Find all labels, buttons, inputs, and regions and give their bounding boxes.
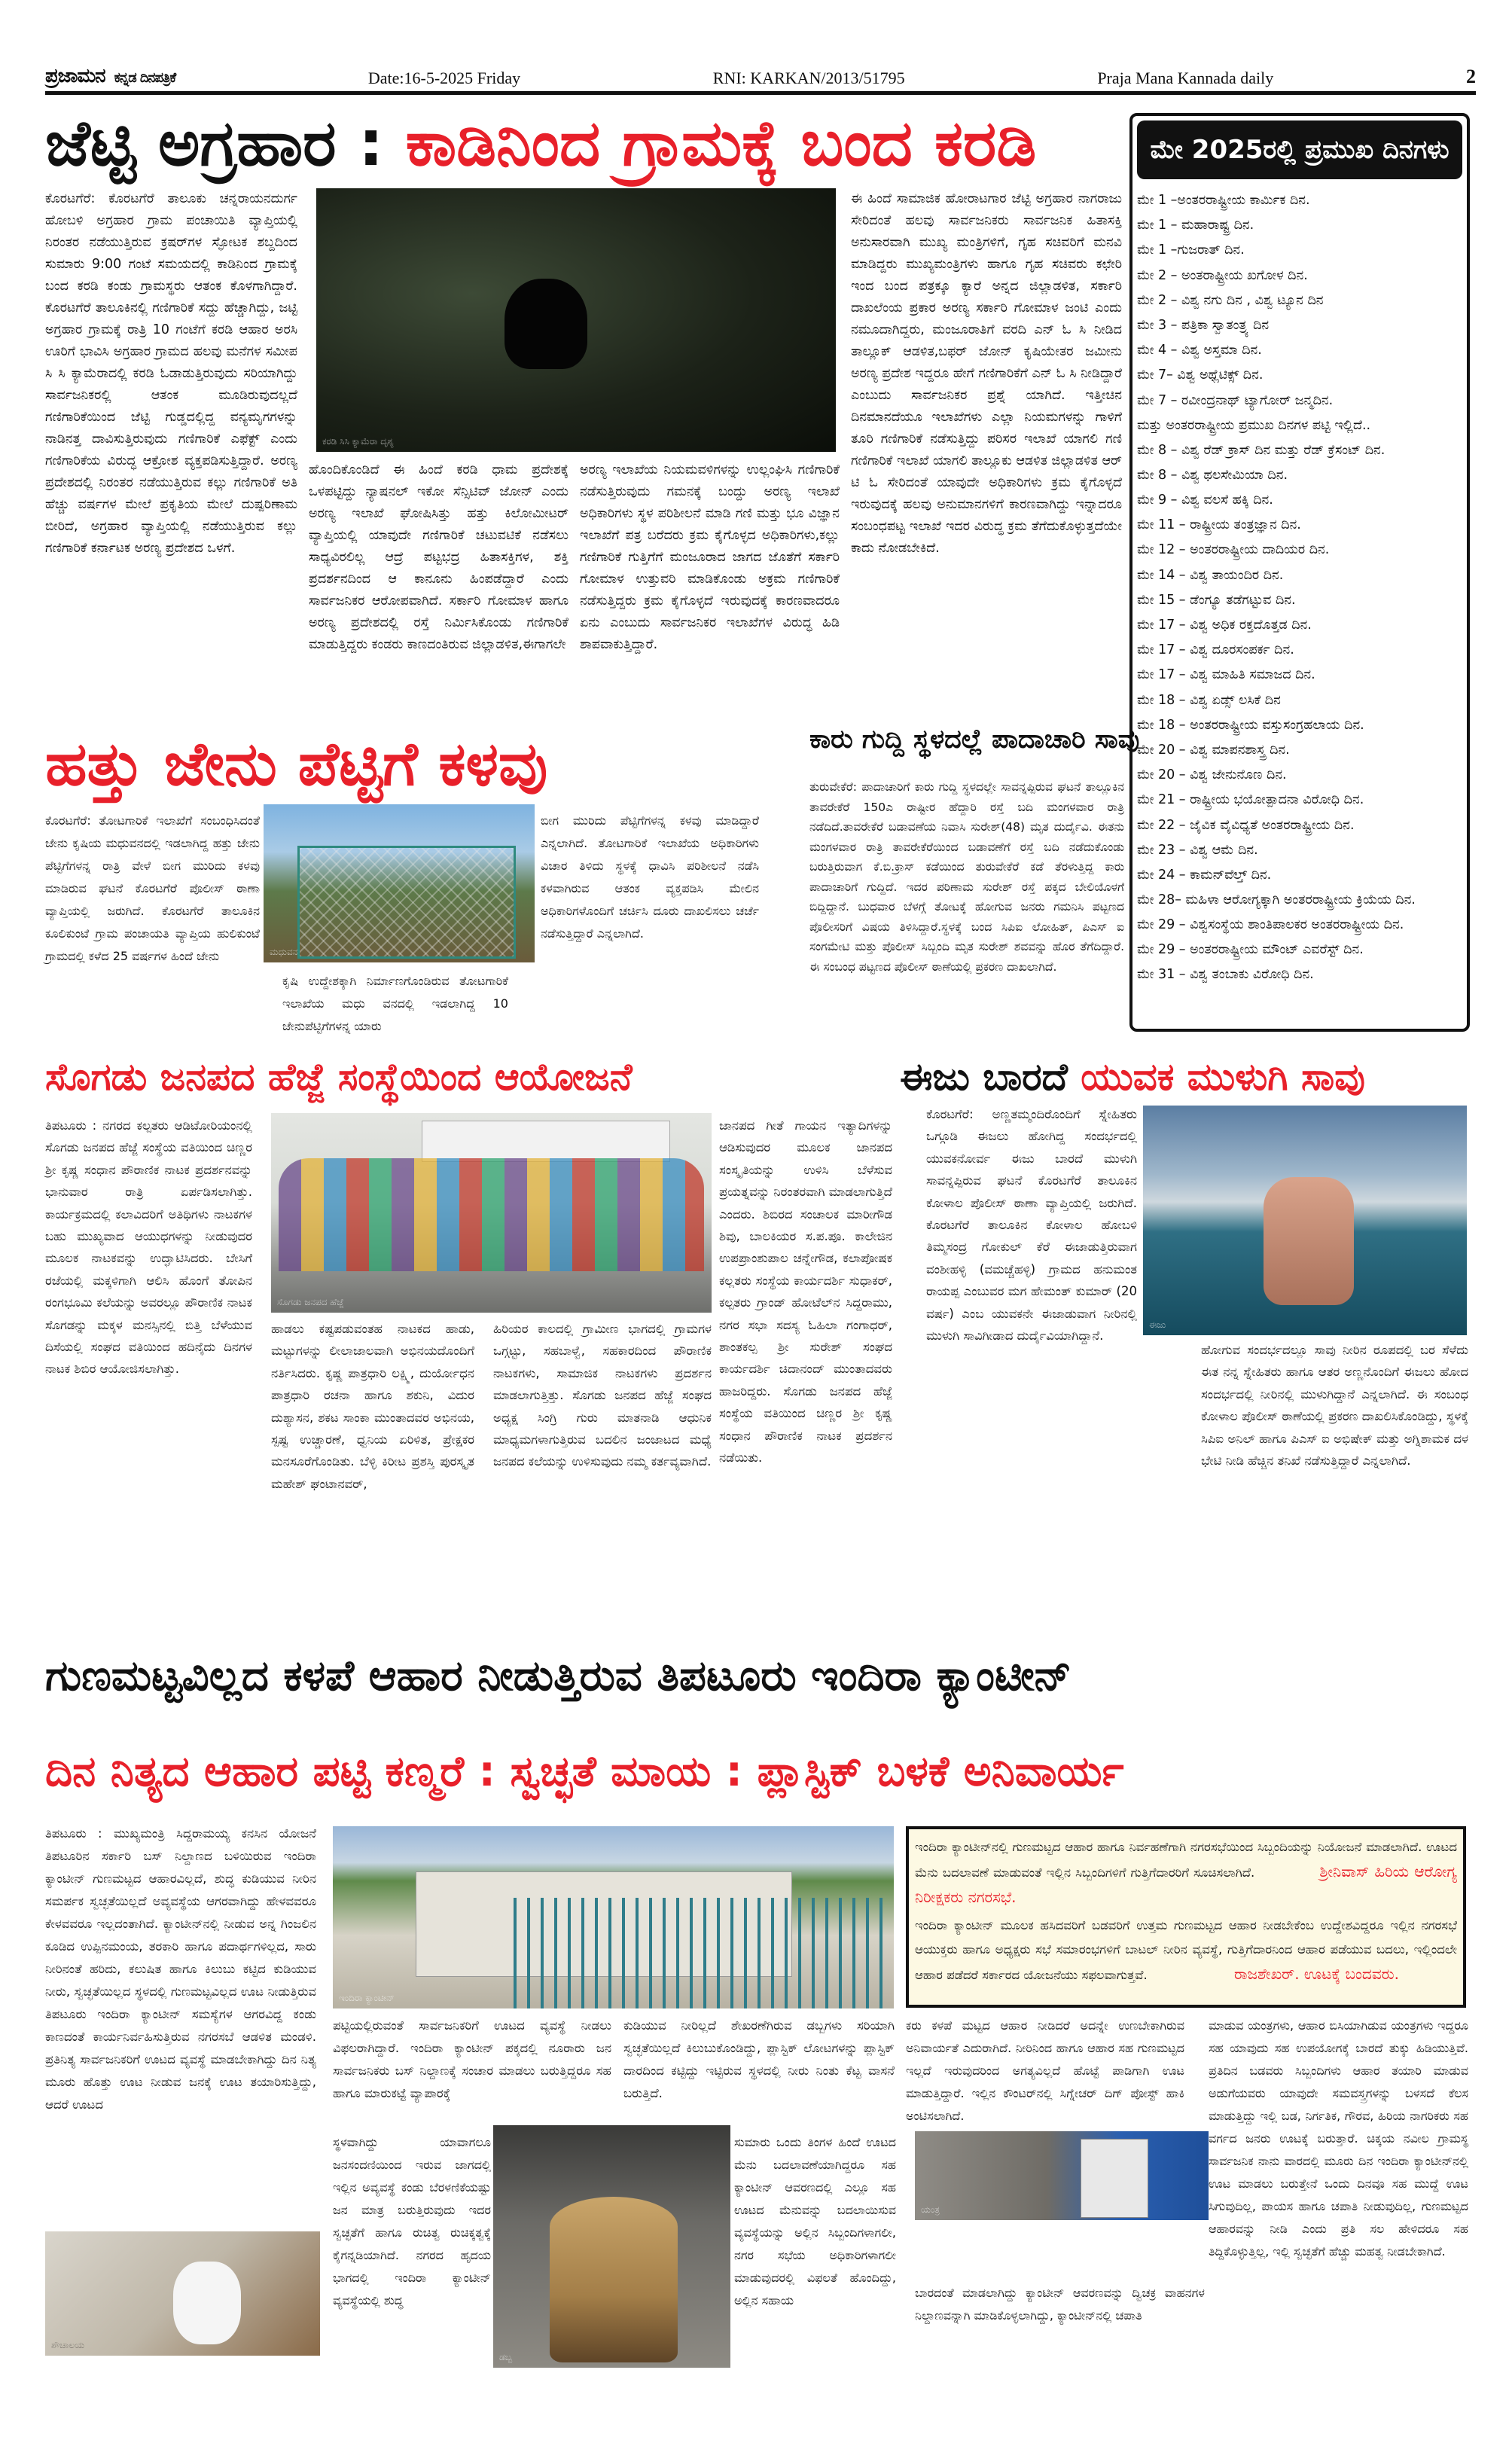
quote-official-text: ಇಂದಿರಾ ಕ್ಯಾಂಟೀನ್‌ನಲ್ಲಿ ಗುಣಮಟ್ಟದ ಆಹಾರ ಹಾಗೂ ನಿರ್ವಹಣೆಗಾಗಿ ನಗರಸಭೆಯಿಂದ ಸಿಬ್ಬಂದಿಯನ್ನು ನಿಯೋಜನೆ ಮಾಡಲಾಗಿದೆ. ಊಟದ ಮೆನು ಬದಲಾವಣೆ ಮಾಡುವಂತೆ ಇಲ್ಲಿನ ಸಿಬ್ಬಂದಿಗಳಿಗೆ ಗುತ್ತಿಗೆದಾರರಿಗೆ ಸೂಚಿಸಲಾಗಿದೆ. [915, 1840, 1457, 1880]
beehive-enclosure [297, 846, 516, 959]
hand-in-water [1264, 1177, 1354, 1305]
machine [1081, 2139, 1148, 2218]
important-day-item: ಮೇ 24 – ಕಾಮನ್‌ವೆಲ್ತ್ ದಿನ. [1137, 868, 1272, 883]
performers [279, 1158, 704, 1271]
important-day-item: ಮೇ 1 –ಅಂತರರಾಷ್ಟ್ರೀಯ ಕಾರ್ಮಿಕ ದಿನ. [1137, 193, 1310, 208]
article-folk-col4: ಜಾನಪದ ಗೀತೆ ಗಾಯನ ಇತ್ಯಾದಿಗಳನ್ನು ಆಡಿಸುವುದರ ಮೂಲಕ ಜಾನಪದ ಸಂಸ್ಕೃತಿಯನ್ನು ಉಳಿಸಿ ಬೆಳೆಸುವ ಪ್ರಯತ್ನವನ್ನು ನಿರಂತರವಾಗಿ ಮಾಡಲಾಗುತ್ತಿದೆ ಎಂದರು. ಶಿಬಿರದ ಸಂಚಾಲಕ ಮಾರೀಗೌಡ ಶಿವು, ಬಾಲಕಿಯರ ಸ.ಪ.ಪೂ. ಕಾಲೇಜಿನ ಉಪಪ್ರಾಂಶುಪಾಲ ಚನ್ನೇಗೌಡ, ಕಲಾಪೋಷಕ ಕಲ್ಲತರು ಸಂಸ್ಥೆಯ ಕಾರ್ಯದರ್ಶಿ ಸುಧಾಕರ್, ಕಲ್ಪತರು ಗ್ರಾಂಡ್ ಹೋಟೆಲ್‌ನ ಸಿದ್ದರಾಮು, ನಗರ ಸಭಾ ಸದಸ್ಯ ಓಹಿಲಾ ಗಂಗಾಧರ್, ಶಾಂತಕಲ್ಪ ಶ್ರೀ ಸುರೇಶ್ ಸಂಘದ ಕಾರ್ಯದರ್ಶಿ ಚಿದಾನಂದ್ ಮುಂತಾದವರು ಹಾಜರಿದ್ದರು. ಸೊಗಡು ಜನಪದ ಹೆಜ್ಜೆ ಸಂಸ್ಥೆಯ ವತಿಯಿಂದ ಚಿಣ್ಣರ ಶ್ರೀ ಕೃಷ್ಣ ಸಂಧಾನ ಪೌರಾಣಿಕ ನಾಟಕ ಪ್ರದರ್ಶನ ನಡೆಯಿತು. [719, 1118, 892, 1466]
quote-visitor-attribution: ರಾಜಶೇಖರ್. ಊಟಕ್ಕೆ ಬಂದವರು. [1233, 1965, 1399, 1983]
article-folk-col1: ತಿಪಟೂರು : ನಗರದ ಕಲ್ಪತರು ಆಡಿಟೋರಿಯಂನಲ್ಲಿ ಸೊಗಡು ಜನಪದ ಹೆಜ್ಜೆ ಸಂಸ್ಥೆಯ ವತಿಯಿಂದ ಚಿಣ್ಣರ ಶ್ರೀ ಕೃಷ್ಣ ಸಂಧಾನ ಪೌರಾಣಿಕ ನಾಟಕ ಪ್ರದರ್ಶನವನ್ನು ಭಾನುವಾರ ರಾತ್ರಿ ಏರ್ಪಡಿಸಲಾಗಿತ್ತು. ಕಾರ್ಯಕ್ರಮದಲ್ಲಿ ಕಲಾವಿದರಿಗೆ ಅತಿಥಿಗಳು ನಾಟಕಗಳ ಬಹು ಮುಖ್ಯವಾದ ಆಯುಧಗಳನ್ನು ನೀಡುವುದರ ಮೂಲಕ ನಾಟಕವನ್ನು ಉದ್ಘಾಟಿಸಿದರು. ಬೇಸಿಗೆ ರಜೆಯಲ್ಲಿ ಮಕ್ಕಳಿಗಾಗಿ ಆಲಿಸಿ ಹೊಂಗೆ ತೋಪಿನ ರಂಗಭೂಮಿ ಕಲೆಯನ್ನು ಅವರಲ್ಲೂ ಪೌರಾಣಿಕ ನಾಟಕ ಸೊಗಡನ್ನು ಮಕ್ಕಳ ಮನಸ್ಸಿನಲ್ಲಿ ಬಿತ್ತಿ ಬೆಳೆಯುವ ದಿಸೆಯಲ್ಲಿ ಸಂಘದ ವತಿಯಿಂದ ಹದಿನೈದು ದಿನಗಳ ನಾಟಕ ಶಿಬಿರ ಆಯೋಜಿಸಲಾಗಿತ್ತು. [45, 1118, 252, 1377]
headline-pedestrian: ಕಾರು ಗುದ್ದಿ ಸ್ಥಳದಲ್ಲೆ ಪಾದಾಚಾರಿ ಸಾವು [809, 724, 1140, 755]
article-folk-col2: ಹಾಡಲು ಕಷ್ಟಪಡುವಂತಹ ನಾಟಕದ ಹಾಡು, ಮಟ್ಟುಗಳನ್ನು ಲೀಲಾಜಾಲವಾಗಿ ಅಭಿನಯದೊಂದಿಗೆ ನರ್ತಿಸಿದರು. ಕೃಷ್ಣ ಪಾತ್ರಧಾರಿ ಲಕ್ಷ್ಮಿ, ದುರ್ಯೋಧನ ಪಾತ್ರಧಾರಿ ರಚನಾ ಹಾಗೂ ಶಕುನಿ, ವಿದುರ ದುಶ್ಯಾಸನ, ಶಕಟ ಸಾಂಕಾ ಮುಂತಾದವರ ಅಭಿನಯ, ಸ್ಪಷ್ಟ ಉಚ್ಚಾರಣೆ, ಧ್ವನಿಯ ಏರಿಳಿತ, ಪ್ರೇಕ್ಷಕರ ಮನಸೂರೆಗೊಂಡಿತು. ಬೆಳ್ಳಿ ಕಿರೀಟ ಪ್ರಶಸ್ತಿ ಪುರಸ್ಕೃತ ಮಹೇಶ್ ಘಂಟಾನವರ್, [271, 1322, 474, 1491]
article-canteen-col3: ಕರು ಕಳಪೆ ಮಟ್ಟದ ಆಹಾರ ನೀಡಿದರೆ ಅದನ್ನೇ ಉಣಬೇಕಾಗಿರುವ ಅನಿವಾರ್ಯತೆ ಎದುರಾಗಿದೆ. ನೀರಿನಿಂದ ಹಾಗೂ ಆಹಾರ ಸಹ ಗುಣಮಟ್ಟದ ಇಲ್ಲದೆ ಇರುವುದರಿಂದ ಅಗತ್ಯವಿಲ್ಲದೆ ಹೊಟ್ಟೆ ಪಾಡಿಗಾಗಿ ಊಟ ಮಾಡುತ್ತಿದ್ದಾರೆ. ಇಲ್ಲಿನ ಕೌಂಟರ್‌ನಲ್ಲಿ ಸಿಗ್ನೇಚರ್ ದಿಗ್ ಪೋಸ್ಟ್ ಹಾಕಿ ಅಂಟಿಸಲಾಗಿದೆ. [906, 2018, 1184, 2123]
important-day-item: ಮತ್ತು ಅಂತರರಾಷ್ಟ್ರೀಯ ಪ್ರಮುಖ ದಿನಗಳ ಪಟ್ಟಿ ಇಲ್ಲಿದೆ.. [1137, 417, 1371, 433]
article-canteen-col2c: ಸ್ಥಳವಾಗಿದ್ದು ಯಾವಾಗಲೂ ಜನಸಂದಣಿಯಿಂದ ಇರುವ ಜಾಗದಲ್ಲಿ ಇಲ್ಲಿನ ಅವ್ಯವಸ್ಥೆ ಕಂಡು ಬೆರಳಣಿಕೆಯಷ್ಟು ಜನ ಮಾತ್ರ ಬರುತ್ತಿರುವುದು ಇದರ ಸ್ವಚ್ಛತೆಗೆ ಹಾಗೂ ರುಚಿತ್ವ ರುಚಿಕ್ಕತ್ವಕ್ಕೆ ಕೈಗನ್ನಡಿಯಾಗಿದೆ. ನಗರದ ಹೃದಯ ಭಾಗದಲ್ಲಿ ಇಂದಿರಾ ಕ್ಯಾಂಟೀನ್ ವ್ಯವಸ್ಥೆಯಲ್ಲಿ ಶುದ್ಧ [333, 2135, 491, 2307]
article-canteen-col1: ತಿಪಟೂರು : ಮುಖ್ಯಮಂತ್ರಿ ಸಿದ್ದರಾಮಯ್ಯ ಕನಸಿನ ಯೋಜನೆ ತಿಪಟೂರಿನ ಸರ್ಕಾರಿ ಬಸ್ ನಿಲ್ದಾಣದ ಬಳಿಯಿರುವ ಇಂದಿರಾ ಕ್ಯಾಂಟೀನ್ ಗುಣಮಟ್ಟದ ಆಹಾರವಿಲ್ಲದೆ, ಶುದ್ಧ ಕುಡಿಯುವ ನೀರಿನ ಸಮರ್ಪಕ ಸ್ವಚ್ಛತೆಯಿಲ್ಲದೆ ಅವ್ಯವಸ್ಥೆಯ ಆಗರವಾಗಿದ್ದು ಹೇಳವವರೂ ಕೇಳವವರೂ ಇಲ್ಲದಂತಾಗಿದೆ. ಕ್ಯಾಂಟೀನ್‌ನಲ್ಲಿ ನೀಡುವ ಅನ್ನ ಗಿಂಜಲಿನ ಕೂಡಿದ ಉಪ್ಪಿನಮಂಯ, ತರಕಾರಿ ಹಾಗೂ ಪದಾರ್ಥಗಳಿಲ್ಲದ, ಸಾರು ನೀರಿನಂತೆ ಹರಿದು, ಕಲುಷಿತ ಹಾಗೂ ಕಿಲುಬು ಕಟ್ಟಿದ ಕುಡಿಯುವ ನೀರು, ಸ್ವಚ್ಛತೆಯಿಲ್ಲದ ಸ್ಥಳದಲ್ಲಿ ಗುಣಮಟ್ಟವಿಲ್ಲದ ಊಟ ನೀಡುತ್ತಿರುವ ತಿಪಟೂರು ಇಂದಿರಾ ಕ್ಯಾಂಟೀನ್ ಸಮಸ್ಯೆಗಳ ಆಗರವಿದ್ದ ಕಂಡು ಕಾಣದಂತೆ ಕಾರ್ಯನಿರ್ವಹಿಸುತ್ತಿರುವ ನಗರಸಬೆ ಆಡಳಿತ ಮಂಡಳಿ. ಪ್ರತಿನಿತ್ಯ ಸಾರ್ವಜನಿಕರಿಗೆ ಊಟದ ವ್ಯವಸ್ಥೆ ಮಾಡಬೇಕಾಗಿದ್ದು ದಿನ ನಿತ್ಯ ಮೂರು ಹೊತ್ತು ಊಟ ನೀಡುವ ಜನಕ್ಕೆ ಊಟ ತಯಾರಿಸುತ್ತಿದ್ದು, ಆದರೆ ಊಟದ [45, 1826, 316, 2112]
quote-visitor-text: ಇಂದಿರಾ ಕ್ಯಾಂಟೀನ್ ಮೂಲಕ ಹಸಿದವರಿಗೆ ಬಡವರಿಗೆ ಉತ್ತಮ ಗುಣಮಟ್ಟದ ಆಹಾರ ನೀಡಬೇಕೆಂಬ ಉದ್ದೇಶವಿದ್ದರೂ ಇಲ್ಲಿನ ನಗರಸಭೆ ಆಯುಕ್ತರು ಹಾಗೂ ಅಧ್ಯಕ್ಷರು ಸಭೆ ಸಮಾರಂಭಗಳಿಗೆ ಬಾಟಲ್ ನೀರಿನ ವ್ಯವಸ್ಥೆ, ಗುತ್ತಿಗೆದಾರನಿಂದ ಆಹಾರ ಪಡೆಯುವ ಬದಲು, ಇಲ್ಲಿಂದಲೇ ಆಹಾರ ಪಡೆದರೆ ಸರ್ಕಾರದ ಯೋಜನೆಯು ಸಫಲವಾಗುತ್ತವೆ. [915, 1918, 1457, 1982]
important-day-item: ಮೇ 11 – ರಾಷ್ಟ್ರೀಯ ತಂತ್ರಜ್ಞಾನ ದಿನ. [1137, 517, 1301, 533]
headline-bear [45, 106, 1037, 180]
important-day-item: ಮೇ 28– ಮಹಿಳಾ ಆರೋಗ್ಯಕ್ಕಾಗಿ ಅಂತರರಾಷ್ಟ್ರೀಯ ಕ್ರಿಯೆಯ ದಿನ. [1137, 892, 1416, 908]
important-day-item: ಮೇ 8 – ವಿಶ್ವ ಥಲಸೇಮಿಯಾ ದಿನ. [1137, 467, 1288, 483]
headline-canteen-main: ಗುಣಮಟ್ಟವಿಲ್ಲದ ಕಳಪೆ ಆಹಾರ ನೀಡುತ್ತಿರುವ ತಿಪಟೂರು ಇಂದಿರಾ ಕ್ಯಾಂಟೀನ್ [45, 1652, 1072, 1700]
headline-canteen-sub: ದಿನ ನಿತ್ಯದ ಆಹಾರ ಪಟ್ಟಿ ಕಣ್ಮರೆ : ಸ್ವಚ್ಛತೆ ಮಾಯ : ಪ್ಲಾಸ್ಟಿಕ್ ಬಳಕೆ ಅನಿವಾರ್ಯ [45, 1747, 1124, 1796]
photo-canteen-bucket-label: ಡಬ್ಬ [499, 2352, 513, 2362]
important-day-item: ಮೇ 18 – ವಿಶ್ವ ಏಡ್ಸ್ ಲಸಿಕೆ ದಿನ [1137, 692, 1281, 708]
important-day-item: ಮೇ 15 – ಡೆಂಗ್ಯೂ ತಡೆಗಟ್ಟುವ ದಿನ. [1137, 592, 1296, 608]
important-day-item: ಮೇ 2 – ವಿಶ್ವ ನಗು ದಿನ , ವಿಶ್ವ ಟ್ಯೂನ ದಿನ [1137, 292, 1324, 308]
important-day-item: ಮೇ 20 – ವಿಶ್ವ ಜೇನುನೊಣ ದಿನ. [1137, 767, 1287, 783]
important-day-item: ಮೇ 21 – ರಾಷ್ಟ್ರೀಯ ಭಯೋತ್ಪಾದನಾ ವಿರೋಧಿ ದಿನ. [1137, 792, 1364, 808]
article-canteen-col2a: ಪಟ್ಟಿಯಲ್ಲಿರುವಂತೆ ಸಾರ್ವಜನಿಕರಿಗೆ ಊಟದ ವ್ಯವಸ್ಥೆ ನೀಡಲು ವಿಫಲರಾಗಿದ್ದಾರೆ. ಇಂದಿರಾ ಕ್ಯಾಂಟೀನ್ ಪಕ್ಕದಲ್ಲಿ ನೂರಾರು ಜನ ಸಾರ್ವಜನಿಕರು ಬಸ್ ನಿಲ್ದಾಣಕ್ಕೆ ಸಂಚಾರ ಮಾಡಲು ಬರುತ್ತಿದ್ದರೂ ಸಹ ಹಾಗೂ ಮಾರುಕಟ್ಟೆ ವ್ಯಾಪಾರಕ್ಕೆ [333, 2018, 611, 2100]
article-canteen-col2b: ಕುಡಿಯುವ ನೀರಿಲ್ಲದೆ ಶೇಖರಣೆಗಿರುವ ಡಬ್ಬಗಳು ಸರಿಯಾಗಿ ಸ್ವಚ್ಛತೆಯಿಲ್ಲದೆ ಕಿಲುಬುಕೊಂಡಿದ್ದು, ಪ್ಲಾಸ್ಟಿಕ್ ಲೋಟಗಳನ್ನು ಪ್ಲಾಸ್ಟಿಕ್ ದಾರದಿಂದ ಕಟ್ಟಿದ್ದು ಇಟ್ಟಿರುವ ಸ್ಥಳದಲ್ಲಿ ನೀರು ನಿಂತು ಕೆಟ್ಟ ವಾಸನೆ ಬರುತ್ತಿದೆ. [623, 2018, 895, 2100]
article-canteen-col3b: ಬಾರದಂತೆ ಮಾಡಲಾಗಿದ್ದು ಕ್ಯಾಂಟೀನ್ ಆವರಣವನ್ನು ದ್ವಿಚಕ್ರ ವಾಹನಗಳ ನಿಲ್ದಾಣವನ್ನಾಗಿ ಮಾಡಿಕೊಳ್ಳಲಾಗಿದ್ದು, ಕ್ಯಾಂಟೀನ್‌ನಲ್ಲಿ ಚಪಾತಿ [915, 2286, 1205, 2323]
photo-canteen-machine [915, 2131, 1209, 2220]
article-bear-col2: ಹೊಂದಿಕೊಂಡಿದೆ ಈ ಹಿಂದೆ ಕರಡಿ ಧಾಮ ಪ್ರದೇಶಕ್ಕೆ ಒಳಪಟ್ಟಿದ್ದು ನ್ಯಾಷನಲ್ ಇಕೋ ಸೆನ್ಸಿಟಿವ್ ಜೋನ್ ಎಂದು ಅರಣ್ಯ ಇಲಾಖೆ ಘೋಷಿಸಿತ್ತು ಹತ್ತು ಕಿಲೋಮೀಟರ್ ವ್ಯಾಪ್ತಿಯಲ್ಲಿ ಯಾವುದೇ ಗಣಿಗಾರಿಕೆ ಚಟುವಟಿಕೆ ನಡೆಸಲು ಸಾಧ್ಯವಿರಲಿಲ್ಲ ಆದ್ರೆ ಪಟ್ಟಭದ್ರ ಹಿತಾಸಕ್ತಿಗಳ, ಶಕ್ತಿ ಪ್ರದರ್ಶನದಿಂದ ಆ ಕಾನೂನು ಹಿಂಪಡೆದ್ದಾರೆ ಎಂದು ಸಾರ್ವಜನಿಕರ ಆರೋಪವಾಗಿದೆ. ಸರ್ಕಾರಿ ಗೋಮಾಳ ಹಾಗೂ ಅರಣ್ಯ ಪ್ರದೇಶದಲ್ಲಿ ರಸ್ತೆ ನಿರ್ಮಿಸಿಕೊಂಡು ಗಣಿಗಾರಿಕೆ ಮಾಡುತ್ತಿದ್ದರು ಕಂಡರು ಕಾಣದಂತಿರುವ ಜಿಲ್ಲಾಡಳಿತ,ಈಗಾಗಲೇ [309, 462, 569, 652]
important-day-item: ಮೇ 22 – ಜೈವಿಕ ವೈವಿಧ್ಯತೆ ಅಂತರರಾಷ್ಟ್ರೀಯ ದಿನ. [1137, 817, 1355, 833]
rni-number: RNI: KARKAN/2013/51795 [712, 69, 905, 87]
photo-beehive-label: ಮಧುವನ [270, 947, 298, 957]
important-day-item: ಮೇ 4 – ವಿಶ್ವ ಅಸ್ತಮಾ ದಿನ. [1137, 343, 1262, 358]
quote-box [906, 1826, 1466, 2008]
article-bees-col3: ಬೀಗ ಮುರಿದು ಪೆಟ್ಟಿಗೆಗಳನ್ನ ಕಳವು ಮಾಡಿದ್ದಾರೆ ಎನ್ನಲಾಗಿದೆ. ತೋಟಗಾರಿಕೆ ಇಲಾಖೆಯ ಅಧಿಕಾರಿಗಳು ವಿಚಾರ ತಿಳಿದು ಸ್ಥಳಕ್ಕೆ ಧಾವಿಸಿ ಪರಿಶೀಲನೆ ನಡೆಸಿ ಕಳವಾಗಿರುವ ಆತಂಕ ವ್ಯಕ್ತಪಡಿಸಿ ಮೇಲಿನ ಅಧಿಕಾರಿಗಳೊಂದಿಗೆ ಚರ್ಚಿಸಿ ದೂರು ದಾಖಲಿಸಲು ಚರ್ಚೆ ನಡೆಸುತ್ತಿದ್ದಾರೆ ಎನ್ನಲಾಗಿದೆ. [541, 813, 759, 941]
article-bees-col1: ಕೊರಟಗೆರೆ: ತೋಟಗಾರಿಕೆ ಇಲಾಖೆಗೆ ಸಂಬಂಧಿಸಿದಂತೆ ಜೇನು ಕೃಷಿಯ ಮಧುವನದಲ್ಲಿ ಇಡಲಾಗಿದ್ದ ಹತ್ತು ಜೇನು ಪೆಟ್ಟಿಗೆಗಳನ್ನ ರಾತ್ರಿ ವೇಳೆ ಬೀಗ ಮುರಿದು ಕಳವು ಮಾಡಿರುವ ಘಟನೆ ಕೊರಟಗೆರೆ ಪೊಲೀಸ್ ಠಾಣಾ ವ್ಯಾಪ್ತಿಯಲ್ಲಿ ಜರುಗಿದೆ. ಕೊರಟಗೆರೆ ತಾಲೂಕಿನ ಕೂಲಿಕುಂಟೆ ಗ್ರಾಮ ಪಂಚಾಯತಿ ವ್ಯಾಪ್ತಿಯ ಹುಲಿಕುಂಟೆ ಗ್ರಾಮದಲ್ಲಿ ಕಳೆದ 25 ವರ್ಷಗಳ ಹಿಂದೆ ಜೇನು [45, 813, 260, 963]
important-day-item: ಮೇ 29 – ವಿಶ್ವಸಂಸ್ಥೆಯ ಶಾಂತಿಪಾಲಕರ ಅಂತರರಾಷ್ಟ್ರೀಯ ದಿನ. [1137, 917, 1404, 933]
important-day-item: ಮೇ 9 – ವಿಶ್ವ ವಲಸೆ ಹಕ್ಕಿ ದಿನ. [1137, 493, 1273, 508]
photo-bear-label: ಕರಡಿ ಸಿಸಿ ಕ್ಯಾಮೆರಾ ದೃಶ್ಯ [322, 436, 394, 447]
important-days-list [1132, 184, 1467, 988]
photo-beehive [264, 804, 535, 962]
important-days-title: ಮೇ 2025ರಲ್ಲಿ ಪ್ರಮುಖ ದಿನಗಳು [1137, 120, 1462, 179]
important-day-item: ಮೇ 3 – ಪತ್ರಿಕಾ ಸ್ವಾತಂತ್ರ್ಯ ದಿನ [1137, 318, 1270, 334]
article-pedestrian: ತುರುವೇಕೆರೆ: ಪಾದಾಚಾರಿಗೆ ಕಾರು ಗುದ್ದಿ ಸ್ಥಳದಲ್ಲೇ ಸಾವನ್ನಪ್ಪಿರುವ ಘಟನೆ ತಾಲ್ಲೂಕಿನ ತಾವರೇಕೆರೆ 150ಎ ರಾಷ್ಟೀರ ಹೆದ್ದಾರಿ ರಸ್ತೆ ಬದಿ ಮಂಗಳವಾರ ರಾತ್ರಿ ನಡೆದಿದೆ.ತಾವರೇಕೆರೆ ಬಡಾವಣೆಯ ನಿವಾಸಿ ಸುರೇಶ್(48) ಮೃತ ದುರ್ದೈವಿ. ಈತನು ಮಂಗಳವಾರ ರಾತ್ರಿ ತಾವರೇಕೆರೆಯಿಂದ ಬಡಾವಣೆಗೆ ರಸ್ತೆ ಬದಿ ನಡೆದುಕೊಂಡು ಬರುತ್ತಿರುವಾಗ ಕೆ.ಬಿ.ಕ್ರಾಸ್ ಕಡೆಯಿಂದ ತುರುವೇಕೆರೆ ಕಡೆ ತೆರಳುತ್ತಿದ್ದ ಕಾರು ಪಾದಾಚಾರಿಗೆ ಗುದ್ದಿದೆ. ಇದರ ಪರಿಣಾಮ ಸುರೇಶ್ ರಸ್ತೆ ಪಕ್ಕದ ಬೇಲಿಯೊಳಗೆ ಬಿದ್ದಿದ್ದಾನೆ. ಬುಧವಾರ ಬೆಳಗ್ಗೆ ತೋಟಕ್ಕೆ ಹೋಗುವ ಜನರು ಗಮನಿಸಿ ಪಟ್ಟಣದ ಪೊಲೀಸರಿಗೆ ವಿಷಯ ತಿಳಿಸಿದ್ದಾರೆ.ಸ್ಥಳಕ್ಕೆ ಬಂದ ಸಿಪಿಐ ಲೋಹಿತ್, ಪಿಎಸ್ ಐ ಸಂಗಮೇಟಿ ಮತ್ತು ಪೊಲೀಸ್ ಸಿಬ್ಬಂದಿ ಮೃತ ಸುರೇಶ್ ಶವವನ್ನು ಹೊರ ತೆಗೆದಿದ್ದಾರೆ. ಈ ಸಂಬಂಧ ಪಟ್ಟಣದ ಪೊಲೀಸ್ ಠಾಣೆಯಲ್ಲಿ ಪ್ರಕರಣ ದಾಖಲಾಗಿದೆ. [809, 780, 1124, 974]
headline-drowning-main: ಯುವಕ ಮುಳುಗಿ ಸಾವು [1081, 1055, 1365, 1099]
page-number: 2 [1465, 66, 1476, 87]
important-day-item: ಮೇ 17 – ವಿಶ್ವ ಮಾಹಿತಿ ಸಮಾಜದ ದಿನ. [1137, 667, 1315, 683]
important-day-item: ಮೇ 23 – ವಿಶ್ವ ಆಮೆ ದಿನ. [1137, 842, 1258, 858]
article-bear-col3: ಅರಣ್ಯ ಇಲಾಖೆಯ ನಿಯಮವಳಿಗಳನ್ನು ಉಲ್ಲಂಘಿಸಿ ಗಣಿಗಾರಿಕೆ ನಡೆಸುತ್ತಿರುವುದು ಗಮನಕ್ಕೆ ಬಂದ್ದು ಅರಣ್ಯ ಇಲಾಖೆ ಅಧಿಕಾರಿಗಳು ಸ್ಥಳ ಪರಿಶೀಲನೆ ಮಾಡಿ ಗಣಿ ಮತ್ತು ಭೂ ವಿಜ್ಞಾನ ಇಲಾಖೆಗೆ ಪತ್ರ ಬರೆದರು ಕ್ರಮ ಕೈಗೊಳ್ಳದ ಅಧಿಕಾರಿಗಳು,ಕಲ್ಲು ಗಣಿಗಾರಿಕೆ ಗುತ್ತಿಗೆಗೆ ಮಂಜೂರಾದ ಜಾಗದ ಜೊತೆಗೆ ಸರ್ಕಾರಿ ಗೋಮಾಳ ಉತ್ತುವರಿ ಮಾಡಿಕೊಂಡು ಅಕ್ರಮ ಗಣಿಗಾರಿಕೆ ನಡೆಸುತ್ತಿದ್ದರು ಕ್ರಮ ಕೈಗೊಳ್ಳದೆ ಇರುವುದಕ್ಕೆ ಕಾರಣವಾದರೂ ಏನು ಎಂಬುದು ಸಾರ್ವಜನಿಕರ ಇಲಾಖೆಗಳ ವಿರುದ್ಧ ಹಿಡಿ ಶಾಪವಾಕುತ್ತಿದ್ದಾರೆ. [580, 462, 840, 652]
important-day-item: ಮೇ 17 – ವಿಶ್ವ ಅಧಿಕ ರಕ್ತದೊತ್ತಡ ದಿನ. [1137, 618, 1312, 633]
photo-canteen-bucket [493, 2125, 730, 2368]
masthead [45, 65, 1476, 95]
photo-canteen-building [333, 1826, 894, 2008]
important-day-item: ಮೇ 14 – ವಿಶ್ವ ತಾಯಂದಿರ ದಿನ. [1137, 567, 1284, 583]
important-day-item: ಮೇ 1 – ಮಹಾರಾಷ್ಟ್ರ ದಿನ. [1137, 218, 1254, 233]
important-day-item: ಮೇ 8 – ವಿಶ್ವ ರೆಡ್ ಕ್ರಾಸ್ ದಿನ ಮತ್ತು ರೆಡ್ ಕ್ರೆಸಂಟ್ ದಿನ. [1137, 442, 1385, 458]
photo-bear [316, 188, 836, 452]
photo-drowning [1143, 1106, 1467, 1335]
headline-drowning [900, 1055, 1365, 1099]
photo-canteen-building-label: ಇಂದಿರಾ ಕ್ಯಾಂಟೀನ್ [339, 1993, 395, 2003]
article-bear-col1: ಕೊರಟಗೆರೆ: ಕೊರಟಗೆರೆ ತಾಲೂಕು ಚನ್ನರಾಯನದುರ್ಗ ಹೋಬಳಿ ಅಗ್ರಹಾರ ಗ್ರಾಮ ಪಂಚಾಯಿತಿ ವ್ಯಾಪ್ತಿಯಲ್ಲಿ ನಿರಂತರ ನಡೆಯುತ್ತಿರುವ ಕ್ರಷರ್‌ಗಳ ಸ್ಫೋಟಕ ಶಬ್ದದಿಂದ ಸುಮಾರು 9:00 ಗಂಟೆ ಸಮಯದಲ್ಲಿ ಕಾಡಿನಿಂದ ಗ್ರಾಮಕ್ಕೆ ಬಂದ ಕರಡಿ ಕಂಡು ಗ್ರಾಮಸ್ಥರು ಆತಂಕ ಕೊಳಗಾಗಿದ್ದಾರೆ. ಕೊರಟಗೆರೆ ತಾಲೂಕಿನಲ್ಲಿ ಗಣಿಗಾರಿಕೆ ಸದ್ದು ಹೆಚ್ಚಾಗಿದ್ದು, ಜಟ್ಟಿ ಅಗ್ರಹಾರ ಗ್ರಾಮಕ್ಕೆ ರಾತ್ರಿ 10 ಗಂಟೆಗೆ ಕರಡಿ ಆಹಾರ ಅರಸಿ ಊರಿಗೆ ಭಾವಿಸಿ ಅಗ್ರಹಾರ ಗ್ರಾಮದ ಹಲವು ಮನೆಗಳ ಸಮೀಪ ಸಿ ಸಿ ಕ್ಯಾಮೆರಾದಲ್ಲಿ ಕರಡಿ ಓಡಾಡುತ್ತಿರುವುದು ಸರಿಯಾಗಿದ್ದು ಸಾರ್ವಜನಿಕರಲ್ಲಿ ಆತಂಕ ಮೂಡಿರುವುದಲ್ಲದೆ ಗಣಿಗಾರಿಕೆಯಿಂದ ಜೆಟ್ಟಿ ಗುಡ್ಡದಲ್ಲಿದ್ದ ವನ್ಯಮೃಗಗಳನ್ನು ನಾಡಿನತ್ತ ದಾವಿಸುತ್ತಿರುವುದು ಗಣಿಗಾರಿಕೆ ಎಫೆಕ್ಟ್ ಎಂದು ಗಣಿಗಾರಿಕೆಯ ವಿರುದ್ಧ ಆಕ್ರೋಶ ವ್ಯಕ್ತಪಡಿಸುತ್ತಿದ್ದಾರೆ. ಅರಣ್ಯ ಪ್ರದೇಶದಲ್ಲಿ ನಿರಂತರ ನಡೆಯುತ್ತಿರುವ ಕಲ್ಲು ಗಣಿಗಾರಿಕೆ ಅತಿ ಹೆಚ್ಚು ವರ್ಷಗಳ ಮೇಲೆ ಪ್ರಕೃತಿಯ ಮೇಲೆ ದುಷ್ಪರಿಣಾಮ ಬೀರಿದೆ, ಅಗ್ರಹಾರ ವ್ಯಾಪ್ತಿಯಲ್ಲಿ ನಡೆಯುತ್ತಿರುವ ಕಲ್ಲು ಗಣಿಗಾರಿಕೆ ಕರ್ನಾಟಕ ಅರಣ್ಯ ಪ್ರದೇಶದ ಒಳಗೆ. [45, 191, 297, 556]
important-days-box [1129, 113, 1470, 1032]
newspaper-logo [45, 65, 175, 88]
photo-drowning-label: ಈಜು [1149, 1319, 1166, 1330]
important-day-item: ಮೇ 31 – ವಿಶ್ವ ತಂಬಾಕು ವಿರೋಧಿ ದಿನ. [1137, 967, 1314, 983]
photo-canteen-toilet [45, 2231, 320, 2356]
important-day-item: ಮೇ 2 – ಅಂತರಾಷ್ಟ್ರೀಯ ಖಗೋಳ ದಿನ. [1137, 267, 1308, 283]
important-day-item: ಮೇ 12 – ಅಂತರರಾಷ್ಟ್ರೀಯ ದಾದಿಯರ ದಿನ. [1137, 542, 1330, 558]
logo-subtitle: ಕನ್ನಡ ದಿನಪತ್ರಿಕೆ [114, 70, 176, 86]
headline-bear-main: ಕಾಡಿನಿಂದ ಗ್ರಾಮಕ್ಕೆ ಬಂದ ಕರಡಿ [405, 106, 1037, 180]
photo-canteen-machine-label: ಯಂತ್ರ [921, 2204, 940, 2215]
article-drowning-col1: ಕೊರಟಗೆರೆ: ಅಣ್ಣತಮ್ಮಂದಿರೊಂದಿಗೆ ಸ್ನೇಹಿತರು ಒಗ್ಗೂಡಿ ಈಜಲು ಹೋಗಿದ್ದ ಸಂದರ್ಭದಲ್ಲಿ ಯುವಕನೋರ್ವ ಈಜು ಬಾರದೆ ಮುಳುಗಿ ಸಾವನ್ನಪ್ಪಿರುವ ಘಟನೆ ಕೊರಟಗೆರೆ ತಾಲೂಕಿನ ಕೋಳಾಲ ಪೊಲೀಸ್ ಠಾಣಾ ವ್ಯಾಪ್ತಿಯಲ್ಲಿ ಜರುಗಿದೆ. ಕೊರಟಗೆರೆ ತಾಲೂಕಿನ ಕೋಳಾಲ ಹೋಬಳಿ ತಿಮ್ಮಸಂದ್ರ ಗೋಕುಲ್ ಕೆರೆ ಈಜಾಡುತ್ತಿರುವಾಗ ವಂಶೀಹಳ್ಳಿ (ವಮಚ್ಚೆಹಳ್ಳಿ) ಗ್ರಾಮದ ಹನುಮಂತ ರಾಯಪ್ಪ ಎಂಬುವರ ಮಗ ಹೇಮಂತ್ ಕುಮಾರ್ (20 ವರ್ಷ) ಎಂಬ ಯುವಕನೇ ಈಜಾಡುವಾಗ ನೀರಿನಲ್ಲಿ ಮುಳುಗಿ ಸಾವಿಗೀಡಾದ ದುರ್ದೈವಿಯಾಗಿದ್ದಾನೆ. [926, 1107, 1137, 1344]
quote-visitor [915, 1914, 1457, 1987]
bear-silhouette [505, 279, 587, 369]
banner [422, 1121, 670, 1162]
bucket [550, 2197, 678, 2362]
headline-folk: ಸೊಗಡು ಜನಪದ ಹೆಜ್ಜೆ ಸಂಸ್ಥೆಯಿಂದ ಆಯೋಜನೆ [45, 1055, 633, 1099]
article-drowning-col2: ಹೋಗುವ ಸಂದರ್ಭದಲ್ಲೂ ಸಾವು ನೀರಿನ ರೂಪದಲ್ಲಿ ಬರ ಸೆಳೆದು ಈತ ನನ್ನ ಸ್ನೇಹಿತರು ಹಾಗೂ ಆತರ ಅಣ್ಣನೊಂದಿಗೆ ಈಜಲು ಹೋದ ಸಂದರ್ಭದಲ್ಲಿ ನೀರಿನಲ್ಲಿ ಮುಳುಗಿದ್ದಾನೆ ಎನ್ನಲಾಗಿದೆ. ಈ ಸಂಬಂಧ ಕೋಳಾಲ ಪೊಲೀಸ್ ಠಾಣೆಯಲ್ಲಿ ಪ್ರಕರಣ ದಾಖಲಿಸಿಕೊಂಡಿದ್ದು, ಸ್ಥಳಕ್ಕೆ ಸಿಪಿಐ ಅನಿಲ್ ಹಾಗೂ ಪಿಎಸ್ ಐ ಅಭಿಷೇಕ್ ಮತ್ತು ಅಗ್ನಿಶಾಮಕ ದಳ ಭೇಟಿ ನೀಡಿ ಹೆಚ್ಚಿನ ತನಿಖೆ ನಡೆಸುತ್ತಿದ್ದಾರೆ ಎನ್ನಲಾಗಿದೆ. [1201, 1343, 1468, 1469]
photo-beehive-caption: ಕೃಷಿ ಉದ್ದೇಶಕ್ಕಾಗಿ ನಿರ್ಮಾಣಗೊಂಡಿರುವ ತೋಟಗಾರಿಕೆ ಇಲಾಖೆಯ ಮಧು ವನದಲ್ಲಿ ಇಡಲಾಗಿದ್ದ 10 ಜೇನುಪೆಟ್ಟಿಗೆಗಳನ್ನ ಯಾರು [282, 974, 508, 1033]
article-canteen-col2d: ಸುಮಾರು ಒಂದು ತಿಂಗಳ ಹಿಂದೆ ಊಟದ ಮೆನು ಬದಲಾವಣೆಯಾಗಿದ್ದರೂ ಸಹ ಕ್ಯಾಂಟೀನ್ ಆವರಣದಲ್ಲಿ ಎಲ್ಲೂ ಸಹ ಊಟದ ಮೆನುವನ್ನು ಬದಲಾಯಿಸುವ ವ್ಯವಸ್ಥೆಯನ್ನು ಅಲ್ಲಿನ ಸಿಬ್ಬಂದಿಗಳಾಗಲೀ, ನಗರ ಸಭೆಯ ಅಧಿಕಾರಿಗಳಾಗಲೀ ಮಾಡುವುದರಲ್ಲಿ ವಿಫಲತೆ ಹೊಂದಿದ್ದು, ಅಲ್ಲಿನ ಸಹಾಯ [734, 2135, 896, 2307]
important-day-item: ಮೇ 7– ವಿಶ್ವ ಅಥ್ಲೆಟಿಕ್ಸ್ ದಿನ. [1137, 368, 1264, 383]
paper-name: Praja Mana Kannada daily [1097, 69, 1274, 87]
headline-bear-prefix: ಜೆಟ್ಟಿ ಅಗ್ರಹಾರ : [45, 106, 384, 180]
logo-text: ಪ್ರಜಾಮನ [45, 65, 105, 87]
headline-bees: ಹತ್ತು ಜೇನು ಪೆಟ್ಟಿಗೆ ಕಳವು [45, 729, 548, 799]
important-day-item: ಮೇ 17 – ವಿಶ್ವ ದೂರಸಂಪರ್ಕ ದಿನ. [1137, 642, 1294, 658]
issue-date: Date:16-5-2025 Friday [367, 69, 521, 87]
important-day-item: ಮೇ 1 –ಗುಜರಾತ್ ದಿನ. [1137, 242, 1245, 258]
photo-folk-group [271, 1113, 712, 1313]
article-folk-col3: ಹಿರಿಯರ ಕಾಲದಲ್ಲಿ ಗ್ರಾಮೀಣ ಭಾಗದಲ್ಲಿ ಗ್ರಾಮಗಳ ಒಗ್ಗಟ್ಟು, ಸಹಬಾಳ್ವೆ, ಸಹಕಾರದಿಂದ ಪೌರಾಣಿಕ ನಾಟಕಗಳು, ಸಾಮಾಜಿಕ ನಾಟಕಗಳು ಪ್ರದರ್ಶನ ಮಾಡಲಾಗುತ್ತಿತ್ತು. ಸೊಗಡು ಜನಪದ ಹೆಜ್ಜೆ ಸಂಘದ ಅಧ್ಯಕ್ಷ ಸಿಂಗ್ರಿ ಗುರು ಮಾತನಾಡಿ ಆಧುನಿಕ ಮಾಧ್ಯಮಗಳಾಗುತ್ತಿರುವ ಬದಲಿನ ಜಂಜಾಟದ ಮಧ್ಯೆ ಜನಪದ ಕಲೆಯನ್ನು ಉಳಿಸುವುದು ನಮ್ಮ ಕರ್ತವ್ಯವಾಗಿದೆ. [493, 1322, 712, 1469]
important-day-item: ಮೇ 7 – ರವೀಂದ್ರನಾಥ್ ಟ್ಯಾಗೋರ್ ಜನ್ಮದಿನ. [1137, 392, 1334, 408]
quote-official [915, 1835, 1457, 1911]
important-day-item: ಮೇ 18 – ಅಂತರರಾಷ್ಟ್ರೀಯ ವಸ್ತುಸಂಗ್ರಹಲಾಯ ದಿನ. [1137, 717, 1364, 733]
toilet-bowl [173, 2262, 241, 2344]
fence [514, 1898, 890, 2008]
article-canteen-col4: ಮಾಡುವ ಯಂತ್ರಗಳು, ಆಹಾರ ಬಿಸಿಯಾಗಿಡುವ ಯಂತ್ರಗಳು ಇದ್ದರೂ ಸಹ ಯಾವುದು ಸಹ ಉಪಯೋಗಕ್ಕೆ ಬಾರದೆ ತುಕ್ಕು ಹಿಡಿಯುತ್ತಿವೆ. ಪ್ರತಿದಿನ ಬಡವರು ಸಿಬ್ಬಂದಿಗಳು ಆಹಾರ ತಯಾರಿ ಮಾಡುವ ಅಡುಗೆಯವರು ಯಾವುದೇ ಸಮವಸ್ತ್ರಗಳನ್ನು ಬಳಸದೆ ಕೆಲಸ ಮಾಡುತ್ತಿದ್ದು ಇಲ್ಲಿ ಬಡ, ನಿರ್ಗತಿಕ, ಗೌರವ, ಹಿರಿಯ ನಾಗರಿಕರು ಸಹ ವರ್ಗದ ಜನರು ಊಟಕ್ಕೆ ಬರುತ್ತಾರೆ. ಚಿಕ್ಕಯ ನವೀಲ ಗ್ರಾಮಸ್ಥ ಸಾರ್ವಜನಿಕ ನಾನು ವಾರದಲ್ಲಿ ಮೂರು ದಿನ ಇಂದಿರಾ ಕ್ಯಾಂಟೀನ್‌ನಲ್ಲಿ ಊಟ ಮಾಡಲು ಬರುತ್ತೇನೆ ಒಂದು ದಿನವೂ ಸಹ ಮುದ್ದೆ ಊಟ ಸಿಗುವುದಿಲ್ಲ, ಪಾಯಸ ಹಾಗೂ ಚಪಾತಿ ನೀಡುವುದಿಲ್ಲ, ಗುಣಮಟ್ಟದ ಆಹಾರವನ್ನು ನೀಡಿ ಎಂದು ಪ್ರತಿ ಸಲ ಹೇಳಿದರೂ ಸಹ ತಿದ್ದಿಕೊಳ್ಳುತ್ತಿಲ್ಲ, ಇಲ್ಲಿ ಸ್ವಚ್ಛತೆಗೆ ಹೆಚ್ಚು ಮಹತ್ವ ನೀಡಬೇಕಾಗಿದೆ. [1209, 2018, 1468, 2259]
article-bear-col4: ಈ ಹಿಂದೆ ಸಾಮಾಜಿಕ ಹೋರಾಟಗಾರ ಜೆಟ್ಟಿ ಅಗ್ರಹಾರ ನಾಗರಾಜು ಸೇರಿದಂತೆ ಹಲವು ಸಾರ್ವಜನಿಕರು ಸಾರ್ವಜನಿಕ ಹಿತಾಸಕ್ತಿ ಅನುಸಾರವಾಗಿ ಮುಖ್ಯ ಮಂತ್ರಿಗಳಿಗೆ, ಗೃಹ ಸಚಿವರಿಗೆ ಮನವಿ ಮಾಡಿದ್ದರು ಮುಖ್ಯಮಂತ್ರಿಗಳು ಹಾಗೂ ಗೃಹ ಸಚಿವರು ಕಛೇರಿ ಇಂದ ಬಂದ ಪತ್ರಕ್ಕೂ ಕ್ಯಾರೆ ಅನ್ನದ ಜಿಲ್ಲಾಡಳಿತ, ಸರ್ಕಾರಿ ದಾಖಲೆಂಯ ಪ್ರಕಾರ ಅರಣ್ಯ ಸರ್ಕಾರಿ ಗೋಮಾಳ ಜಂಟಿ ಎಂದು ನಮೂದಾಗಿದ್ದರು, ಮಂಜೂರಾತಿಗೆ ವರದಿ ಎನ್ ಓ ಸಿ ನೀಡಿದ ತಾಲ್ಲೂಕ್ ಆಡಳಿತ,ಬಫರ್ ಜೋನ್ ಕೃಷಿಯೇತರ ಜಮೀನು ಅರಣ್ಯ ಪ್ರದೇಶ ಇದ್ದರೂ ಹೇಗೆ ಗಣಿಗಾರಿಕೆಗೆ ಎನ್ ಓ ಸಿ ನೀಡಿದ್ದಾರೆ ಎಂಬುದು ಸಾರ್ವಜನಿಕರ ಪ್ರಶ್ನೆ ಯಾಗಿದೆ. ಇತ್ತೀಚಿನ ದಿನಮಾನದೆಯೂ ಇಲಾಖೆಗಳು ಎಲ್ಲಾ ನಿಯಮಗಳನ್ನು ಗಾಳಿಗೆ ತೂರಿ ಗಣಿಗಾರಿಕೆ ನಡೆಸುತ್ತಿದ್ದು ಪರಿಸರ ಇಲಾಖೆ ಯಾಗಲಿ ಗಣಿ ಗಣಿಗಾರಿಕೆ ಇಲಾಖೆ ಯಾಗಲಿ ತಾಲ್ಲೂಕು ಆಡಳಿತ ಜಿಲ್ಲಾಡಳಿತ ಆರ್ ಟಿ ಓ ಸೇರಿದಂತೆ ಯಾವುದೇ ಅಧಿಕಾರಿಗಳು ಕ್ರಮ ಕೈಗೊಳ್ಳದೆ ಇರುವುದಕ್ಕೆ ಹಲವು ಅನುಮಾನಗಳಿಗೆ ಕಾರಣವಾಗಿದ್ದು ಇನ್ನಾದರೂ ಸಂಬಂಧಪಟ್ಟ ಇಲಾಖೆ ಇದರ ವಿರುದ್ಧ ಕ್ರಮ ತೆಗೆದುಕೊಳ್ಳುತ್ತದೆಯೇ ಕಾದು ನೋಡಬೇಕಿದೆ. [851, 191, 1122, 556]
photo-folk-label: ಸೊಗಡು ಜನಪದ ಹೆಜ್ಜೆ [277, 1297, 344, 1307]
quote-official-attribution: ಶ್ರೀನಿವಾಸ್ ಹಿರಿಯ ಆರೋಗ್ಯ ನಿರೀಕ್ಷಕರು ನಗರಸಭೆ. [915, 1862, 1457, 1906]
photo-canteen-toilet-label: ಶೌಚಾಲಯ [51, 2340, 85, 2350]
important-day-item: ಮೇ 29 – ಅಂತರರಾಷ್ಟ್ರೀಯ ಮೌಂಟ್ ಎವರೆಸ್ಟ್ ದಿನ. [1137, 942, 1364, 958]
headline-drowning-prefix: ಈಜು ಬಾರದೆ [900, 1055, 1068, 1099]
important-day-item: ಮೇ 20 – ವಿಶ್ವ ಮಾಪನಶಾಸ್ತ್ರ ದಿನ. [1137, 743, 1290, 758]
